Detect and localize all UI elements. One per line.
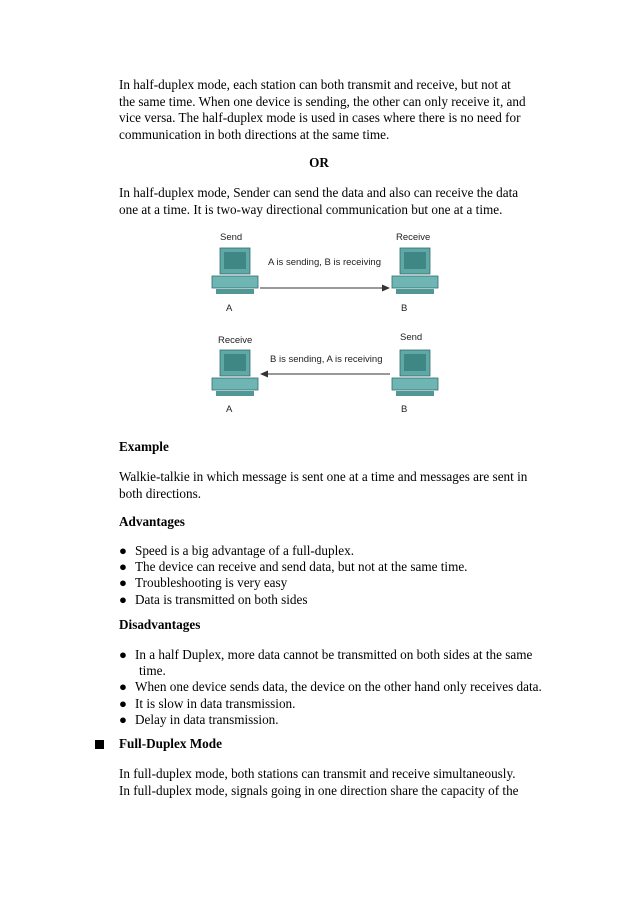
text-line: vice versa. The half-duplex mode is used in cases where there is no need for [119,110,521,125]
advantages-list [119,543,559,608]
bullet-icon: ● [119,679,127,695]
bullet-icon: ● [119,711,127,727]
advantages-heading: Advantages [119,514,185,529]
bullet-icon: ● [119,575,127,591]
text-line: In full-duplex mode, both stations can transmit and receive simultaneously. [119,766,516,781]
top-node-a-label: A [226,303,233,314]
disadvantages-list [119,647,559,728]
top-node-b-label: B [401,303,408,314]
half-duplex-diagram [200,228,450,428]
list-item: ● Troubleshooting is very easy [119,575,288,591]
text-line: one at a time. It is two-way directional communication but one at a time. [119,201,503,217]
example-paragraph [119,469,549,502]
list-item: ● Speed is a big advantage of a full-duplex. [119,543,354,558]
intro-paragraph [119,77,549,143]
text-line: the same time. When one device is sending, the other can only receive it, and [119,93,526,109]
list-item: ● Delay in data transmission. [119,711,279,727]
text-line: communication in both directions at the same time. [119,126,390,142]
text-line: In half-duplex mode, each station can both transmit and receive, but not at [119,77,511,92]
bullet-icon: ● [119,591,127,607]
alt-paragraph [119,185,549,218]
bullet-icon: ● [119,695,127,711]
list-item: ● When one device sends data, the device on the other hand only receives data. [119,679,542,695]
list-item: ● Data is transmitted on both sides [119,591,308,607]
or-separator: OR [309,155,329,170]
bottom-caption: B is sending, A is receiving [270,354,383,365]
example-heading: Example [119,439,169,454]
list-item: ● The device can receive and send data, but not at the same time. [119,559,468,575]
full-duplex-heading: Full-Duplex Mode [119,736,222,751]
text-line: In half-duplex mode, Sender can send the data and also can receive the data [119,185,519,200]
top-right-role-label: Receive [396,232,431,243]
list-item: ● In a half Duplex, more data cannot be transmitted on both sides at the same time. [119,647,533,679]
full-duplex-paragraph [119,766,549,799]
computer-b-bottom-icon [392,350,438,396]
bottom-node-b-label: B [401,404,408,415]
text-line: both directions. [119,485,202,501]
text-line: Walkie-talkie in which message is sent one at a time and messages are sent in [119,469,528,484]
top-left-role-label: Send [220,232,243,243]
bullet-icon: ● [119,647,127,662]
computer-a-bottom-icon [212,350,258,396]
bullet-icon: ● [119,559,127,575]
square-bullet-icon [95,740,104,749]
bottom-right-role-label: Send [400,332,423,343]
disadvantages-heading: Disadvantages [119,617,201,632]
computer-b-top-icon [392,248,438,294]
top-caption: A is sending, B is receiving [268,257,382,268]
arrow-left-icon [260,371,390,378]
arrow-right-icon [260,285,390,292]
bullet-icon: ● [119,543,127,558]
bottom-left-role-label: Receive [218,335,253,346]
bottom-node-a-label: A [226,404,233,415]
text-line: In full-duplex mode, signals going in one direction share the capacity of the [119,782,519,798]
list-item: ● It is slow in data transmission. [119,695,296,711]
computer-a-top-icon [212,248,258,294]
